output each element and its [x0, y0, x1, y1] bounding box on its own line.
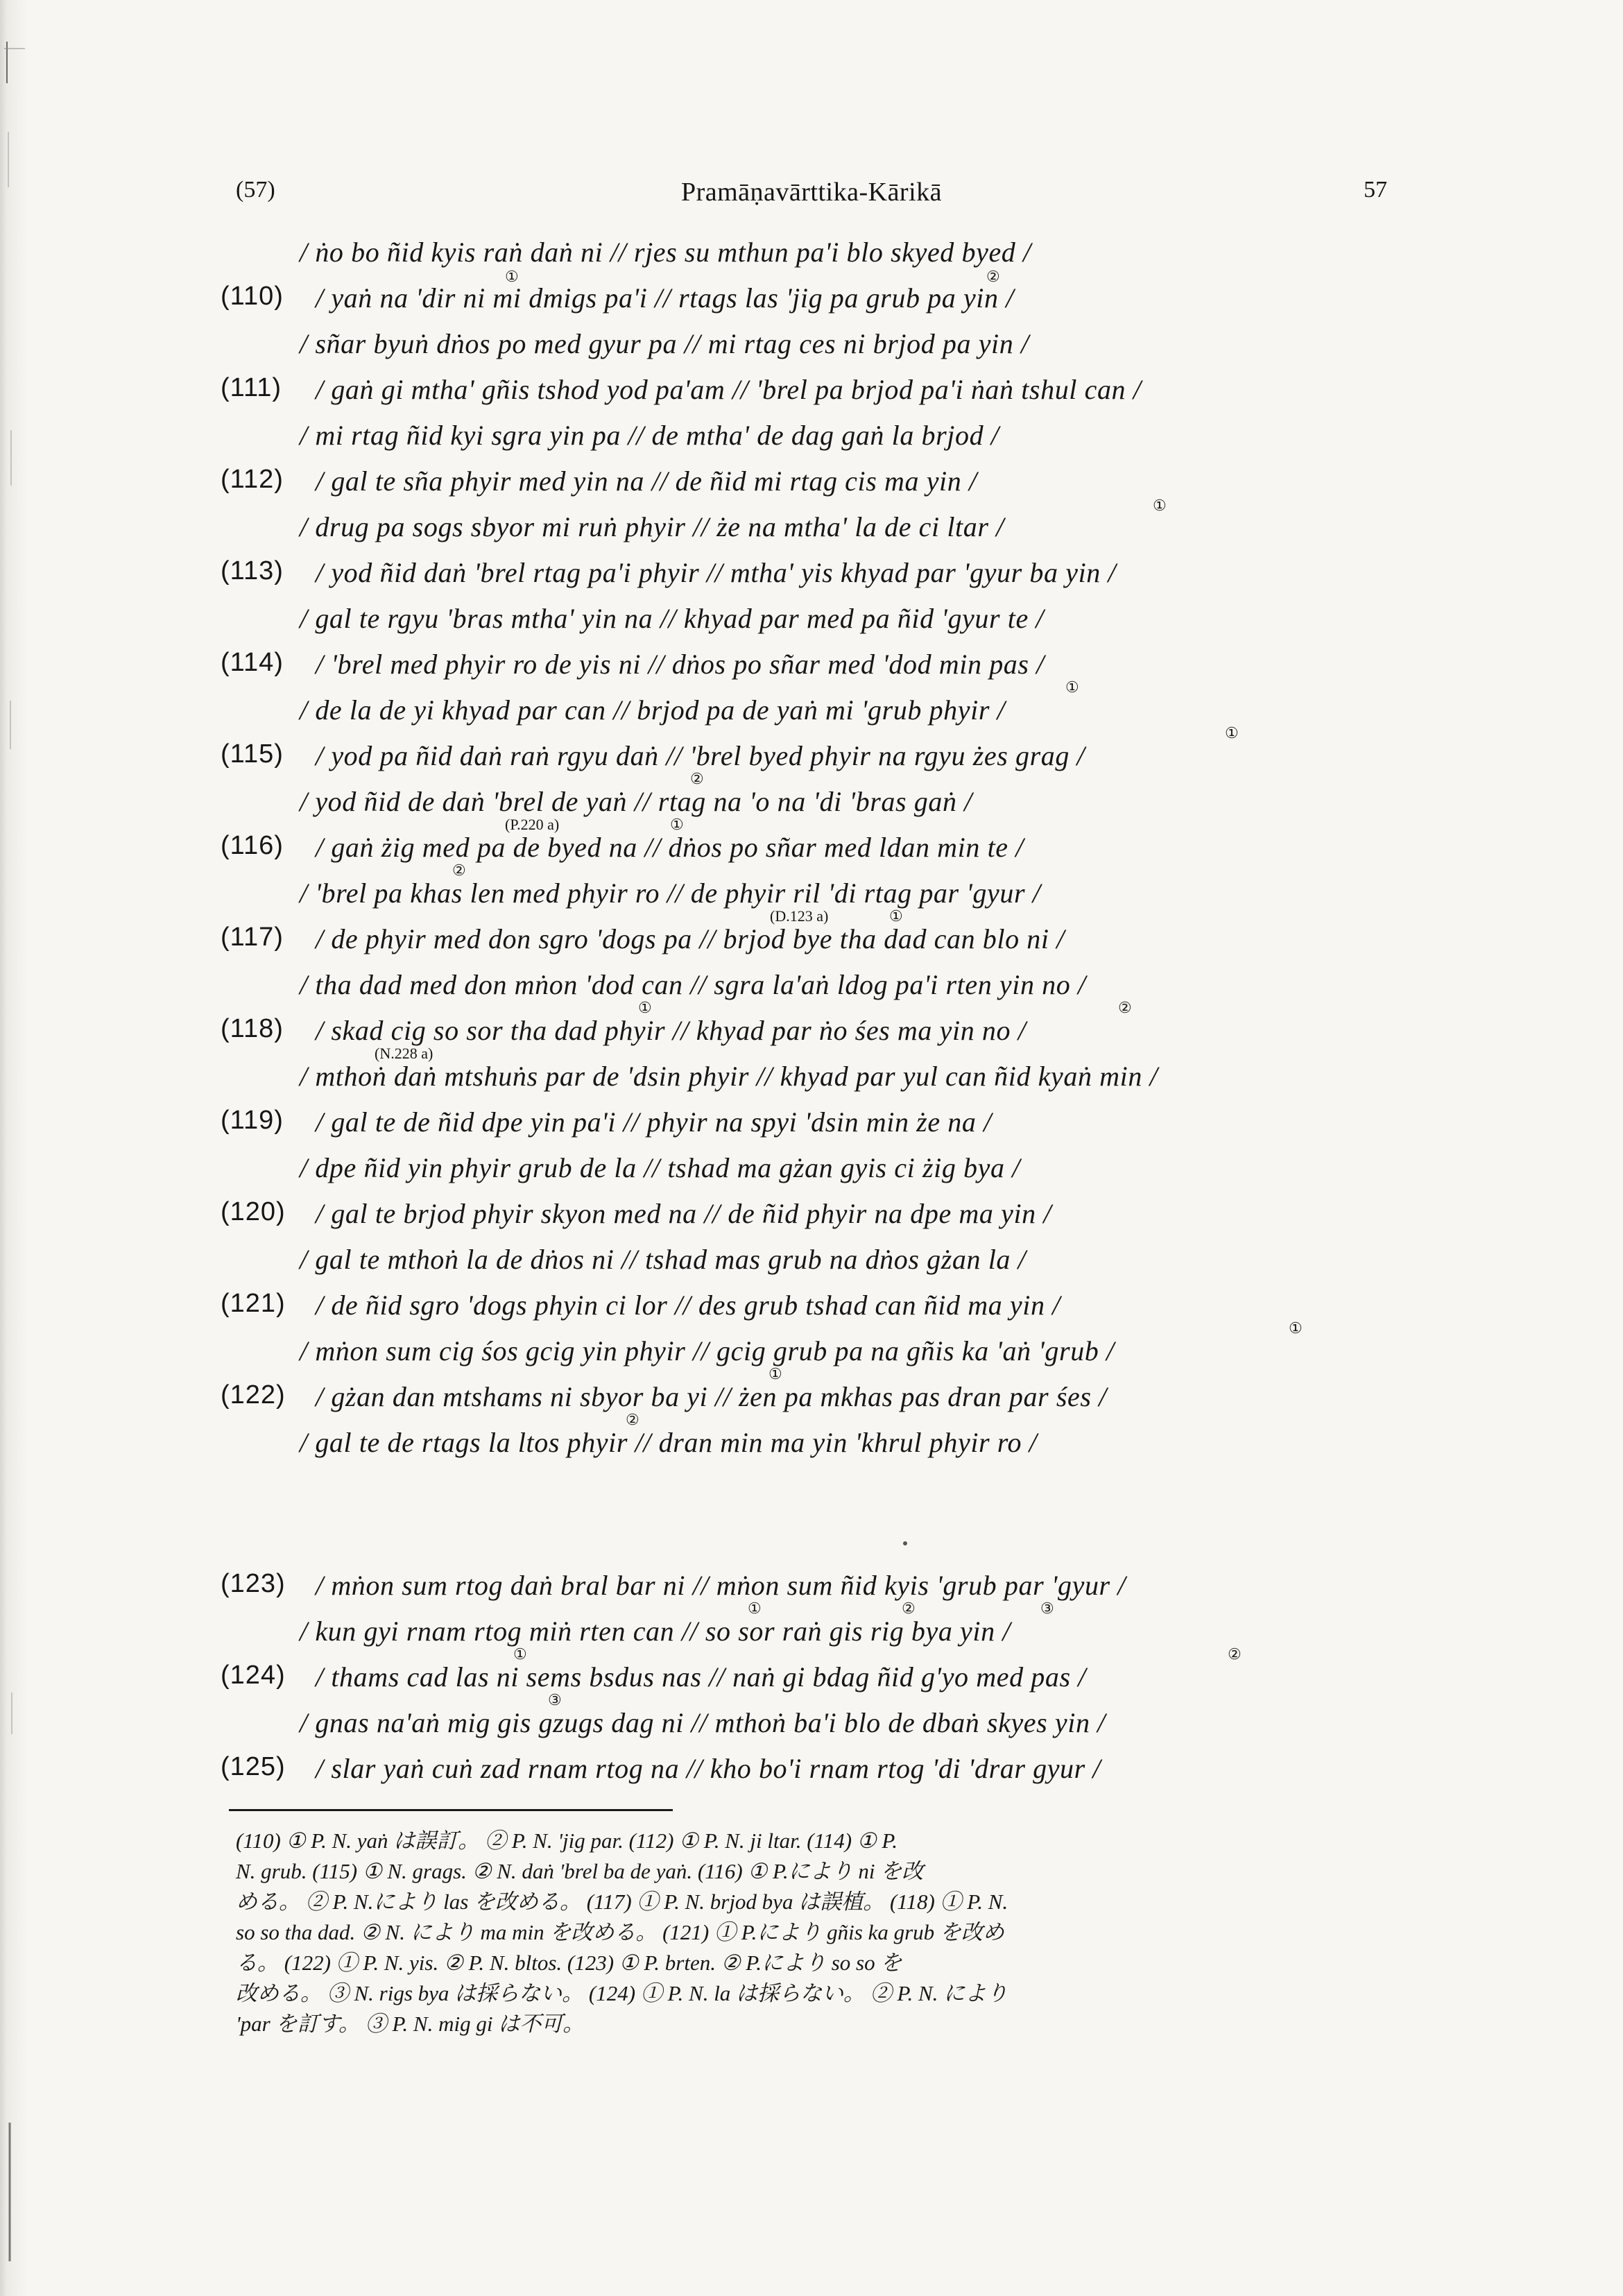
verse-line [0, 1106, 1623, 1151]
footnote-marker: ① [670, 816, 684, 833]
footnote-marker: ② [986, 268, 1000, 285]
verse-line [0, 770, 1623, 831]
footnote-marker: ③ [548, 1691, 562, 1708]
footnote-marker: ① [768, 1365, 782, 1382]
verse-line [0, 1365, 1623, 1426]
verse-line [0, 1600, 1623, 1661]
verse-text: / gal te rgyu 'bras mtha' yin na // khyad par med pa ñid 'gyur te / [300, 603, 1045, 634]
verse-number: (124) [221, 1661, 286, 1690]
verse-line [0, 1243, 1623, 1289]
verse-text: / de la de yi khyad par can // brjod pa de yaṅ mi 'grub phyir / [300, 694, 1006, 726]
verse-line [0, 1197, 1623, 1243]
verse-text: / yod pa ñid daṅ raṅ rgyu daṅ // 'brel byed phyir na rgyu żes grag / [316, 740, 1085, 771]
verse-text: / dpe ñid yin phyir grub de la // tshad ma gżan gyis ci żig bya / [300, 1152, 1020, 1183]
verse-text: / gal te sña phyir med yin na // de ñid mi rtag cis ma yin / [316, 465, 977, 497]
footnote-line: (110) ① P. N. yaṅ は誤訂。 ② P. N. 'jig par. (112) ① P. N. ji ltar. (114) ① P. [236, 1828, 898, 1853]
verse-text: / mṅon sum cig śos gcig yin phyir // gcig grub pa na gñis ka 'aṅ 'grub / [300, 1335, 1115, 1367]
verse-number: (118) [221, 1014, 284, 1043]
verse-number: (121) [221, 1289, 286, 1318]
verse-line [0, 497, 1623, 556]
verse-line [0, 1045, 1623, 1106]
verse-line [0, 268, 1623, 327]
footnote-marker: ① [513, 1645, 527, 1663]
verse-line [0, 556, 1623, 602]
verse-line [0, 1645, 1623, 1706]
footnote-marker: ② [1118, 999, 1132, 1016]
verse-text: / sñar byuṅ dṅos po med gyur pa // mi rtag ces ni brjod pa yin / [300, 328, 1029, 359]
footnote-line: る。 (122) ① P. N. yis. ② P. N. bltos. (123) ① P. brten. ② P.により so so を [236, 1951, 902, 1975]
verse-text: / mi rtag ñid kyi sgra yin pa // de mtha' de dag gaṅ la brjod / [300, 420, 999, 451]
header-page-number: 57 [1364, 177, 1387, 203]
verse-number: (115) [221, 739, 284, 769]
verse-line [0, 1691, 1623, 1752]
verse-text: / 'brel med phyir ro de yis ni // dṅos po sñar med 'dod min pas / [316, 649, 1045, 680]
verse-text: / slar yaṅ cuṅ zad rnam rtog na // kho bo'i rnam rtog 'di 'drar gyur / [316, 1753, 1101, 1784]
folio-reference: (N.228 a) [375, 1045, 433, 1062]
verse-line [0, 1752, 1623, 1798]
footnote-line: 改める。 ③ N. rigs bya は採らない。 (124) ① P. N. la は採らない。 ② P. N. により [236, 1981, 1008, 2005]
verse-text: / ṅo bo ñid kyis raṅ daṅ ni // rjes su mthun pa'i blo skyed byed / [300, 237, 1031, 268]
footnote-marker: ② [690, 770, 704, 787]
verse-number: (117) [221, 923, 284, 952]
footnote-line: める。 ② P. N.により las を改める。 (117) ① P. N. brjod bya は誤植。 (118) ① P. N. [236, 1890, 1008, 1914]
footnote-marker: ① [1065, 678, 1079, 696]
verse-number: (125) [221, 1752, 286, 1781]
footnote-marker: ③ [1040, 1600, 1054, 1617]
verse-number: (119) [221, 1106, 284, 1135]
verse-text: / gżan dan mtshams ni sbyor ba yi // żen pa mkhas pas dran par śes / [316, 1381, 1107, 1412]
verse-text: / gnas na'aṅ mig gis gzugs dag ni // mthoṅ ba'i blo de dbaṅ skyes yin / [300, 1707, 1106, 1738]
verse-line [0, 465, 1623, 511]
verse-text: / yaṅ na 'dir ni mi dmigs pa'i // rtags las 'jig pa grub pa yin / [316, 282, 1014, 314]
footnote-marker: ② [902, 1600, 916, 1617]
footnote-marker: ① [1153, 497, 1167, 514]
running-header [236, 177, 1387, 219]
verse-number: (114) [221, 648, 284, 677]
footnote-marker: ① [638, 999, 652, 1016]
verse-text: / gal te de rtags la ltos phyir // dran min ma yin 'khrul phyir ro / [300, 1427, 1038, 1458]
verse-line [0, 678, 1623, 739]
verse-line [0, 1289, 1623, 1335]
verse-number: (122) [221, 1380, 286, 1410]
verse-number: (111) [221, 373, 282, 402]
verse-text: / gaṅ gi mtha' gñis tshod yod pa'am // 'brel pa brjod pa'i ṅaṅ tshul can / [316, 374, 1142, 405]
verse-text: / yod ñid de daṅ 'brel de yaṅ // rtag na 'o na 'di 'bras gaṅ / [300, 786, 972, 817]
footnote-line: so so tha dad. ② N. により ma min を改める。 (121) ① P.により gñis ka grub を改め [236, 1920, 1004, 1944]
verse-text: / 'brel pa khas len med phyir ro // de phyir ril 'di rtag par 'gyur / [300, 877, 1041, 909]
verse-number: (112) [221, 465, 284, 494]
verse-line [0, 999, 1623, 1060]
verse-line [0, 724, 1623, 785]
verse-number: (123) [221, 1569, 286, 1598]
verse-line [0, 236, 1623, 282]
verse-text: / kun gyi rnam rtog miṅ rten can // so sor raṅ gis rig bya yin / [300, 1616, 1011, 1647]
verse-line [0, 968, 1623, 1014]
verse-number: (113) [221, 556, 284, 585]
verse-line [0, 816, 1623, 877]
verse-line [0, 648, 1623, 694]
footnote-marker: ① [1289, 1319, 1303, 1337]
verse-line [0, 419, 1623, 465]
footnote-marker: ① [889, 907, 903, 925]
footnote-marker: ② [452, 862, 466, 879]
verse-line [0, 373, 1623, 419]
footnote-line: N. grub. (115) ① N. grags. ② N. daṅ 'brel ba de yaṅ. (116) ① P.により ni を改 [236, 1859, 924, 1883]
verse-text: / drug pa sogs sbyor mi ruṅ phyir // że na mtha' la de ci ltar / [300, 511, 1004, 542]
footnote-marker: ② [1228, 1645, 1242, 1663]
verse-line [0, 1569, 1623, 1615]
verse-text: / de phyir med don sgro 'dogs pa // brjod bye tha dad can blo ni / [316, 923, 1065, 954]
speck [903, 1541, 907, 1545]
footnote-marker: ② [626, 1411, 639, 1428]
footnote-marker: ① [748, 1600, 762, 1617]
header-chapter-number: (57) [236, 177, 275, 203]
footnote-separator [229, 1809, 673, 1811]
folio-reference: (P.220 a) [505, 816, 560, 833]
verse-line [0, 1151, 1623, 1197]
header-title: Pramāṇavārttika-Kārikā [680, 178, 943, 207]
verse-text: / mthoṅ daṅ mtshuṅs par de 'dsin phyir // khyad par yul can ñid kyaṅ min / [300, 1061, 1158, 1092]
verse-text: / de ñid sgro 'dogs phyin ci lor // des grub tshad can ñid ma yin / [316, 1290, 1060, 1321]
verse-text: / gaṅ żig med pa de byed na // dṅos po sñar med ldan min te / [316, 832, 1024, 863]
verse-text: / thams cad las ni sems bsdus nas // naṅ gi bdag ñid g'yo med pas / [316, 1661, 1086, 1693]
verse-number: (116) [221, 831, 284, 860]
verse-line [0, 1411, 1623, 1472]
verse-text: / yod ñid daṅ 'brel rtag pa'i phyir // mtha' yis khyad par 'gyur ba yin / [316, 557, 1117, 588]
verse-line [0, 1319, 1623, 1380]
verse-number: (110) [221, 282, 284, 311]
footnote-line: 'par を訂す。 ③ P. N. mig gi は不可。 [236, 2012, 585, 2036]
verse-line [0, 907, 1623, 968]
footnote-marker: ① [1225, 724, 1239, 742]
folio-reference: (D.123 a) [770, 907, 829, 925]
verse-line [0, 327, 1623, 373]
verse-number: (120) [221, 1197, 286, 1226]
verse-line [0, 602, 1623, 648]
footnote-marker: ① [505, 268, 519, 285]
verse-text: / tha dad med don mṅon 'dod can // sgra la'aṅ ldog pa'i rten yin no / [300, 969, 1086, 1000]
footnotes [236, 1826, 1401, 2039]
verse-text: / mṅon sum rtog daṅ bral bar ni // mṅon sum ñid kyis 'grub par 'gyur / [316, 1570, 1126, 1601]
verse-text: / skad cig so sor tha dad phyir // khyad par ṅo śes ma yin no / [316, 1015, 1027, 1046]
verse-text: / gal te brjod phyir skyon med na // de ñid phyir na dpe ma yin / [316, 1198, 1052, 1229]
verse-text: / gal te de ñid dpe yin pa'i // phyir na spyi 'dsin min że na / [316, 1106, 992, 1138]
verse-text: / gal te mthoṅ la de dṅos ni // tshad mas grub na dṅos gżan la / [300, 1244, 1027, 1275]
